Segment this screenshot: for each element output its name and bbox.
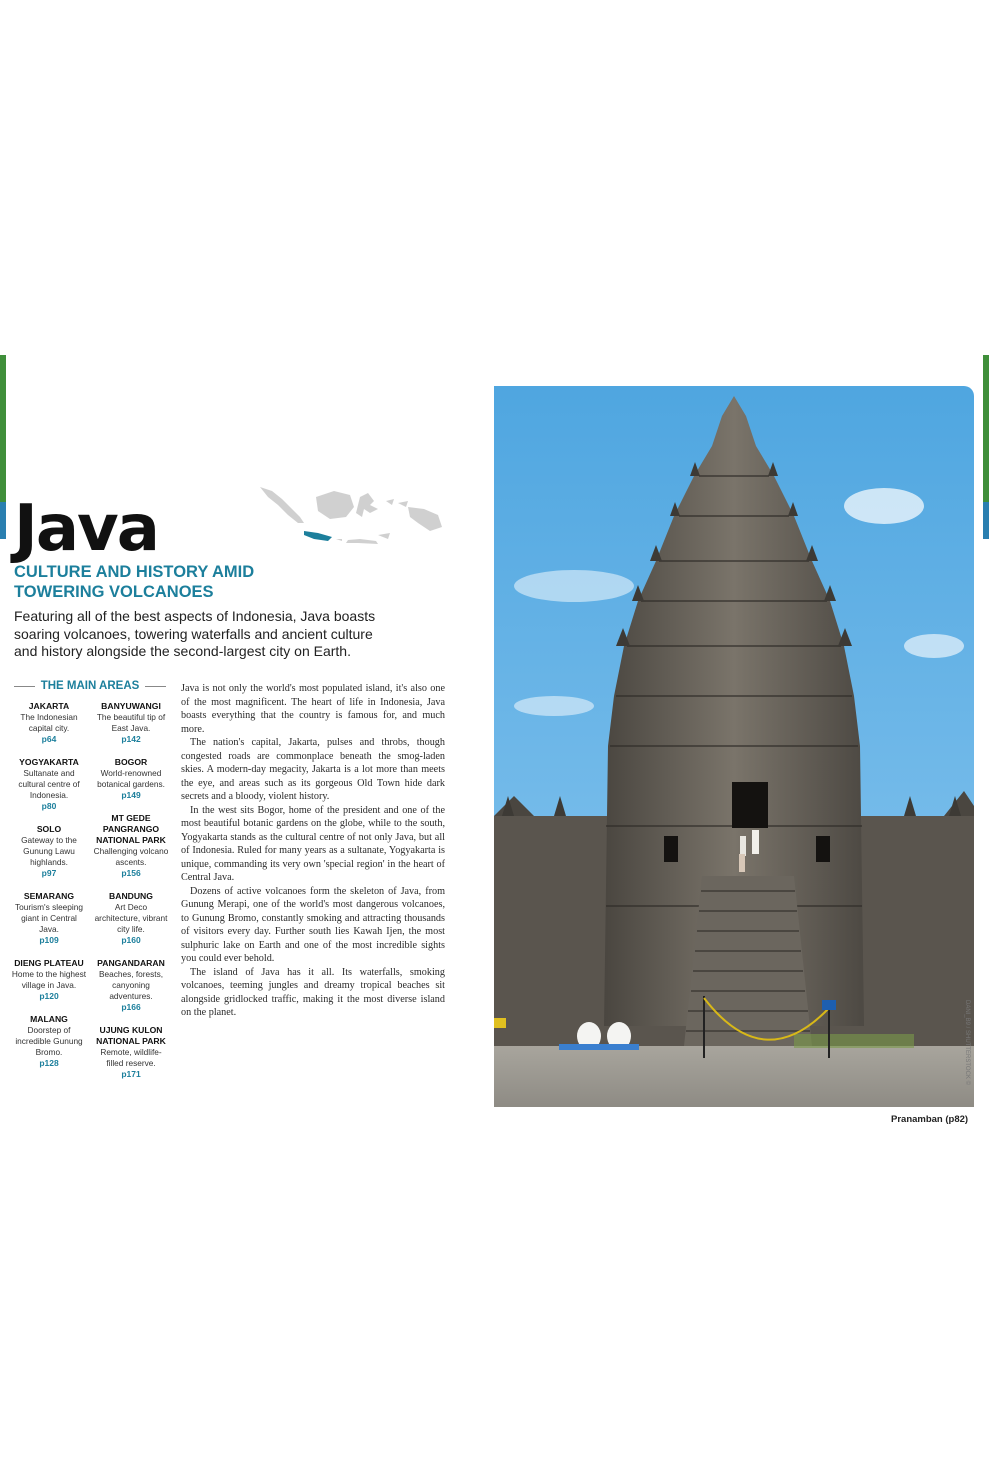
rule-line xyxy=(145,686,166,687)
area-description: The beautiful tip of East Java. xyxy=(96,712,166,733)
body-paragraph: In the west sits Bogor, home of the president and one of the most beautiful botanic gardens on the globe, while to the south, Yogyakarta stands as the cultural centre of not only Java, but all of Indonesia. Ruled for many years as a sultanate, Yogyakarta is unique, commanding its very own 'special region' in the heart of Central Java. xyxy=(181,804,445,883)
body-paragraph: Dozens of active volcanoes form the skeleton of Java, from Gunung Merapi, one of the world's most dangerous volcanoes, to Gunung Bromo, constantly smoking and attracting thousands of visitors every day. Further south lies Kawah Ijen, the most sulphuric lake on Earth and one of the most incredible sights you could ever behold. xyxy=(181,885,445,964)
area-description: Challenging volcano ascents. xyxy=(93,846,169,867)
main-areas-heading xyxy=(14,678,166,694)
area-page-ref: p120 xyxy=(39,991,59,1001)
area-name: BANDUNG xyxy=(109,891,153,901)
area-name: DIENG PLATEAU xyxy=(14,958,84,968)
area-description: Art Deco architecture, vibrant city life. xyxy=(94,902,168,934)
intro-paragraph: Featuring all of the best aspects of Indonesia, Java boasts soaring volcanoes, towering waterfalls and ancient culture and history alongside the second-largest city on Earth. xyxy=(14,608,376,659)
area-yogyakarta xyxy=(11,757,87,812)
area-description: Gateway to the Gunung Lawu highlands. xyxy=(21,835,77,867)
area-description: The Indonesian capital city. xyxy=(20,712,78,733)
area-page-ref: p64 xyxy=(41,734,57,744)
indonesia-locator-map xyxy=(258,483,444,553)
area-malang xyxy=(11,1014,87,1069)
area-dieng-plateau xyxy=(11,958,87,1002)
area-page-ref: p109 xyxy=(39,935,59,945)
area-banyuwangi xyxy=(93,701,169,745)
area-name: JAKARTA xyxy=(28,701,70,711)
area-solo xyxy=(11,824,87,879)
page-title: Java xyxy=(14,492,158,566)
left-edge-tab xyxy=(0,355,6,539)
prambanan-temple-illustration xyxy=(494,386,974,1107)
area-name: SOLO xyxy=(36,824,62,834)
page-subtitle: CULTURE AND HISTORY AMID TOWERING VOLCANOES xyxy=(14,563,255,601)
area-description: Beaches, forests, canyoning adventures. xyxy=(98,969,164,1001)
area-description: Doorstep of incredible Gunung Bromo. xyxy=(15,1025,83,1057)
main-areas-column-1 xyxy=(11,701,87,1081)
area-name: YOGYAKARTA xyxy=(19,757,79,767)
area-description: Sultanate and cultural centre of Indonesia. xyxy=(18,768,80,800)
main-areas-label: THE MAIN AREAS xyxy=(40,680,140,692)
area-name: MALANG xyxy=(30,1014,68,1024)
area-name: PANGANDARAN xyxy=(97,958,165,968)
temple-photo xyxy=(494,386,974,1107)
area-pangandaran xyxy=(93,958,169,1013)
main-areas-column-2 xyxy=(93,701,169,1092)
area-page-ref: p142 xyxy=(121,734,141,744)
area-page-ref: p97 xyxy=(41,868,57,878)
area-description: Remote, wildlife-filled reserve. xyxy=(100,1047,162,1068)
photo-caption: Pranamban (p82) xyxy=(891,1114,969,1125)
area-page-ref: p171 xyxy=(121,1069,141,1079)
right-edge-tab xyxy=(983,355,989,539)
body-paragraph: Java is not only the world's most populated island, it's also one of the most magnificent. The heart of life in Indonesia, Java boasts everything that the country is famous for, and much more. xyxy=(181,683,445,735)
area-bandung xyxy=(93,891,169,946)
area-mt-gede-pangrango xyxy=(93,813,169,879)
area-page-ref: p149 xyxy=(121,790,141,800)
body-paragraph: The nation's capital, Jakarta, pulses and throbs, though congested roads are commonplace beneath the smog-laden skies. A modern-day megacity, Jakarta is a lot more than meets the eye, and areas such as its gorgeous Old Town hide dark secrets and a bloody, violent history. xyxy=(181,737,445,802)
area-page-ref: p166 xyxy=(121,1002,141,1012)
photo-credit: DANI_B9 / SHUTTERSTOCK © xyxy=(964,1000,970,1085)
body-text xyxy=(181,682,445,1020)
area-name: BANYUWANGI xyxy=(101,701,161,711)
area-name: MT GEDE PANGRANGO NATIONAL PARK xyxy=(96,813,166,845)
area-page-ref: p128 xyxy=(39,1058,59,1068)
area-semarang xyxy=(11,891,87,946)
area-page-ref: p160 xyxy=(121,935,141,945)
area-page-ref: p156 xyxy=(121,868,141,878)
area-jakarta xyxy=(11,701,87,745)
area-name: BOGOR xyxy=(114,757,148,767)
body-paragraph: The island of Java has it all. Its waterfalls, smoking volcanoes, teeming jungles and dreamy tropical beaches sit alongside gridlocked traffic, making it the most diverse island on the planet. xyxy=(181,966,445,1018)
area-bogor xyxy=(93,757,169,801)
area-page-ref: p80 xyxy=(41,801,57,811)
area-description: World-renowned botanical gardens. xyxy=(97,768,165,789)
area-description: Home to the highest village in Java. xyxy=(11,969,87,990)
area-name: SEMARANG xyxy=(23,891,75,901)
area-ujung-kulon xyxy=(93,1025,169,1080)
rule-line xyxy=(14,686,35,687)
area-description: Tourism's sleeping giant in Central Java. xyxy=(15,902,83,934)
area-name: UJUNG KULON NATIONAL PARK xyxy=(96,1025,166,1046)
